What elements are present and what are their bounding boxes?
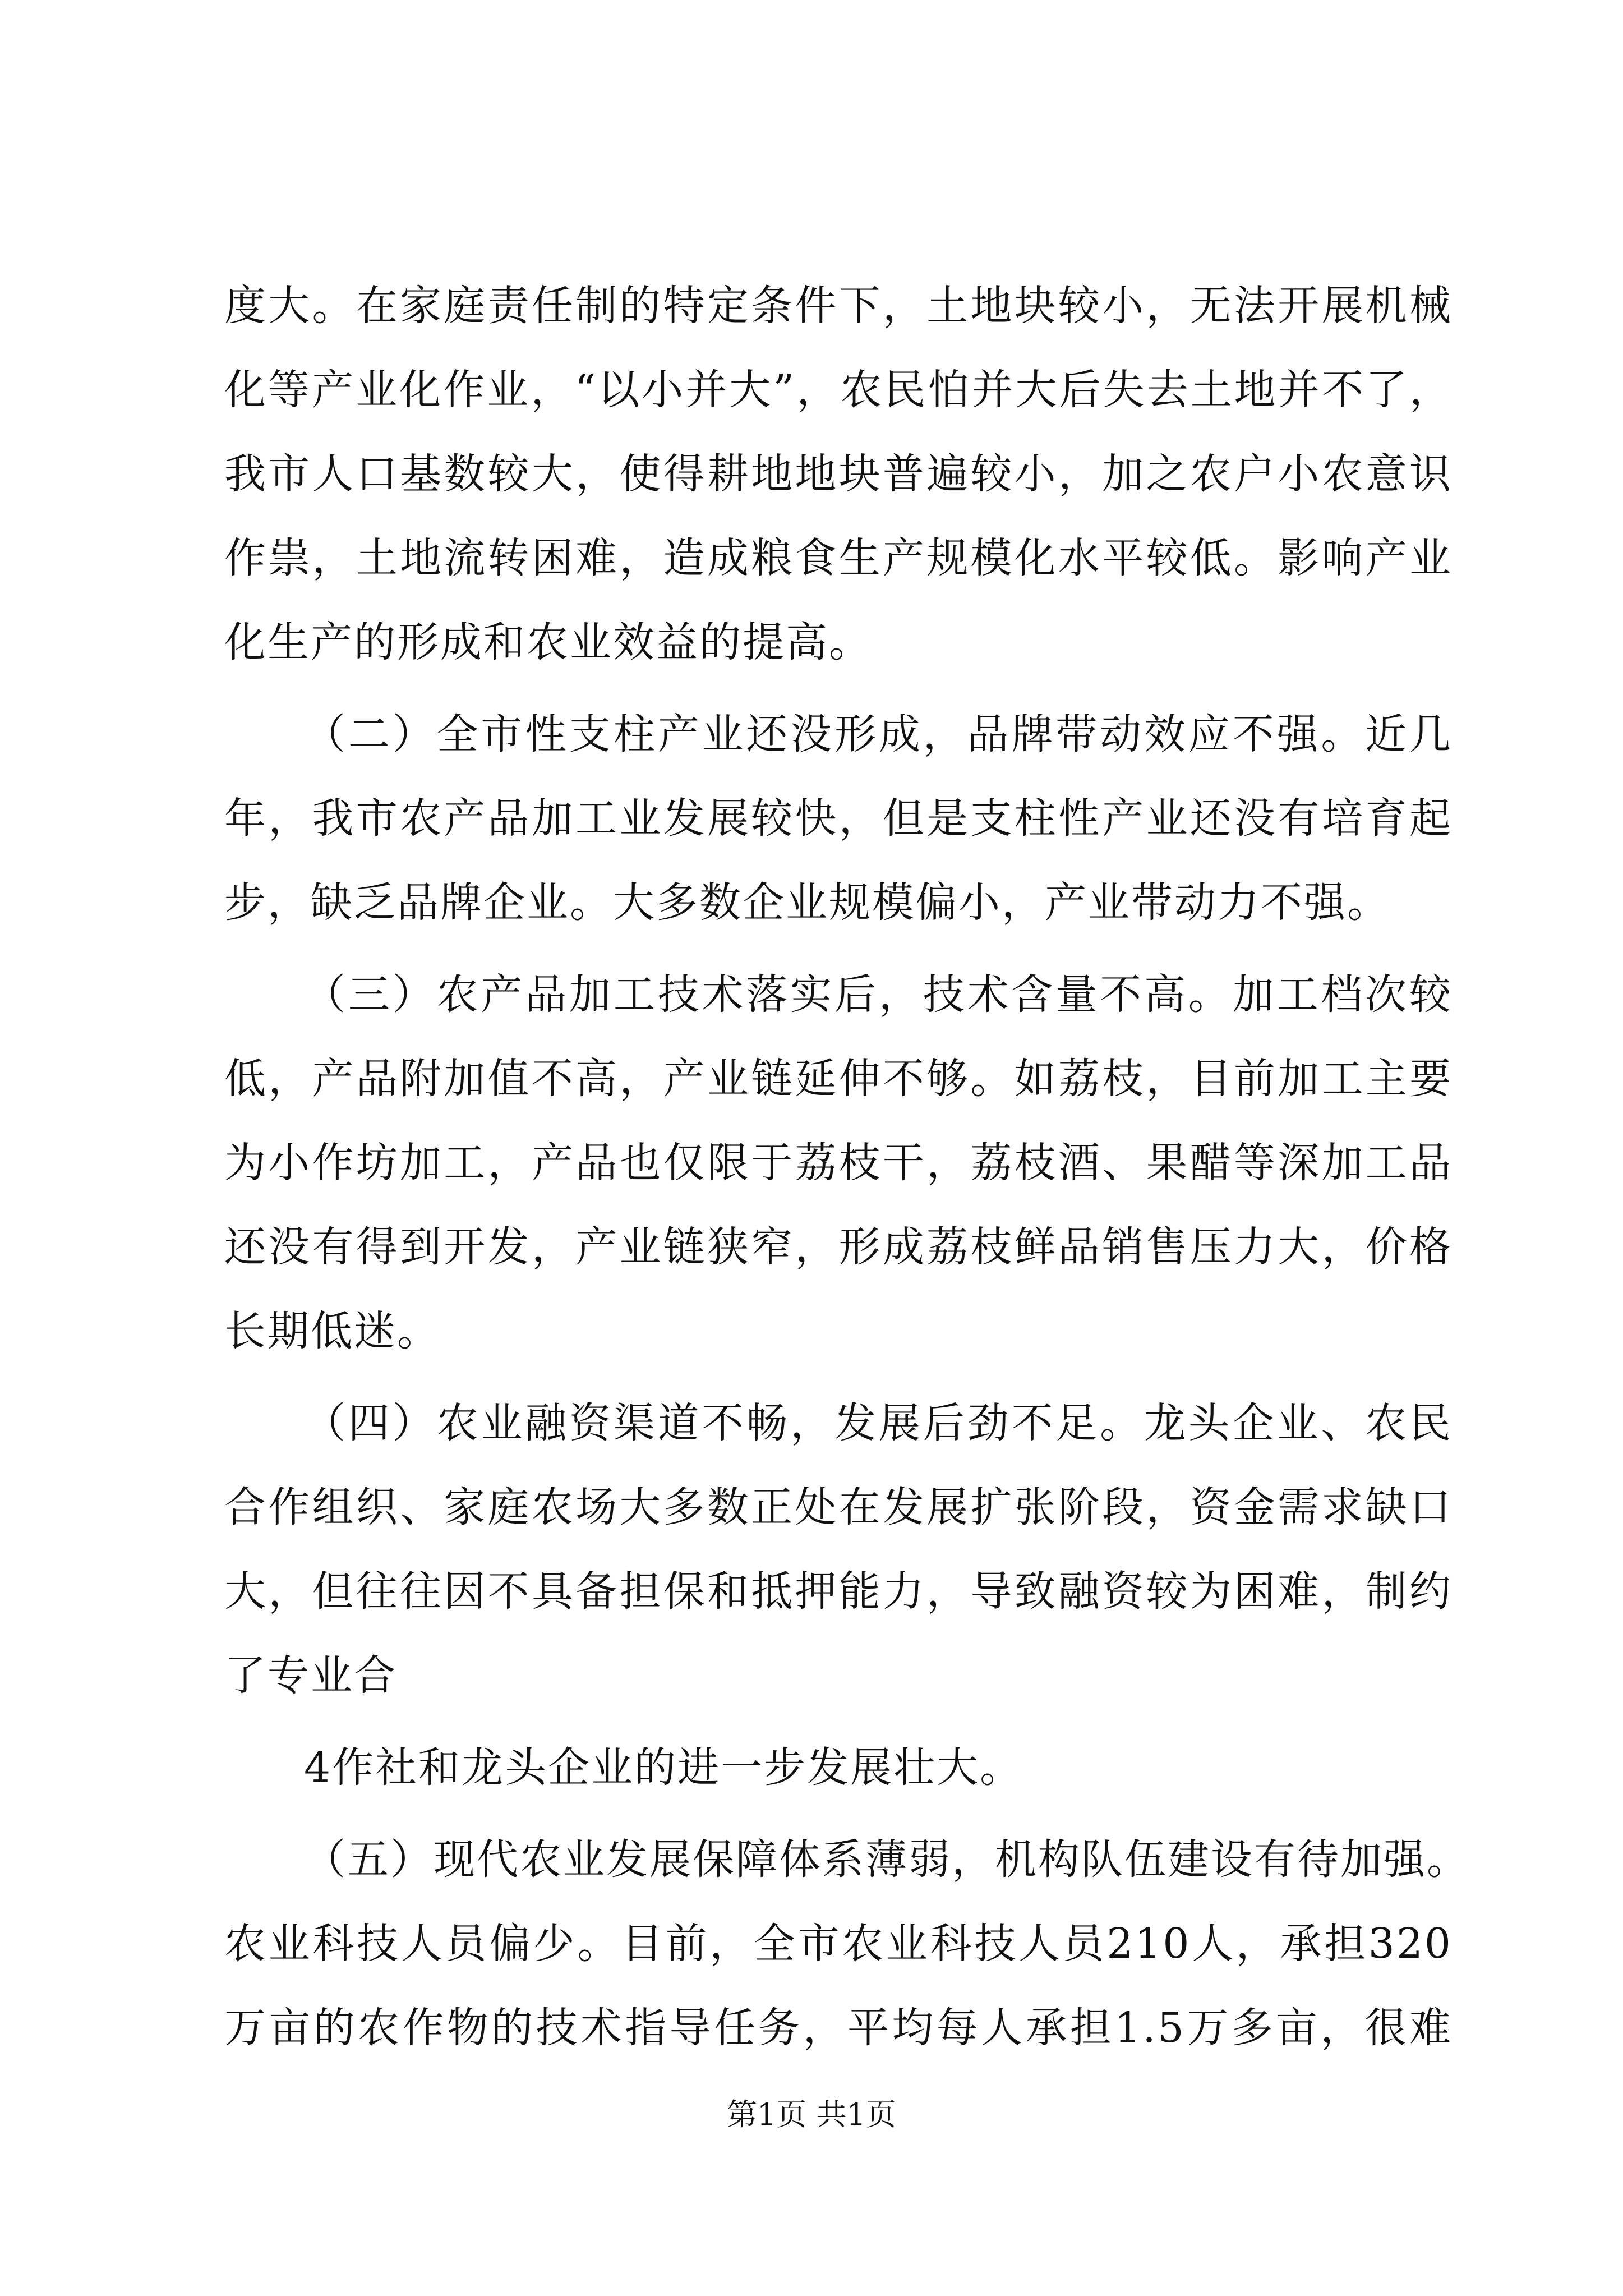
text-line: （五）现代农业发展保障体系薄弱，机构队伍建设有待加强。 bbox=[304, 1835, 1470, 1884]
text-line: （二）全市性支柱产业还没形成，品牌带动效应不强。近几 bbox=[304, 710, 1453, 758]
text-line: 4作社和龙头企业的进一步发展壮大。 bbox=[304, 1743, 1023, 1792]
body-text bbox=[224, 264, 1470, 2070]
text-line: （四）农业融资渠道不畅，发展后劲不足。龙头企业、农民 bbox=[304, 1399, 1453, 1447]
text-line: 作祟，土地流转困难，造成粮食生产规模化水平较低。影响产业 bbox=[224, 534, 1453, 582]
text-line: （三）农产品加工技术落实后，技术含量不高。加工档次较 bbox=[304, 970, 1453, 1019]
text-line: 万亩的农作物的技术指导任务，平均每人承担1.5万多亩，很难 bbox=[224, 2004, 1453, 2052]
text-line: 化等产业化作业，“以小并大”，农民怕并大后失去土地并不了， bbox=[224, 366, 1453, 414]
page-number-footer: 第1页 共1页 bbox=[727, 2097, 896, 2132]
text-line: 大，但往往因不具备担保和抵押能力，导致融资较为困难，制约 bbox=[224, 1567, 1453, 1616]
text-line: 化生产的形成和农业效益的提高。 bbox=[224, 618, 872, 666]
text-line: 度大。在家庭责任制的特定条件下，土地块较小，无法开展机械 bbox=[224, 282, 1453, 330]
text-line: 为小作坊加工，产品也仅限于荔枝干，荔枝酒、果醋等深加工品 bbox=[224, 1139, 1453, 1187]
text-line: 年，我市农产品加工业发展较快，但是支柱性产业还没有培育起 bbox=[224, 794, 1453, 843]
text-line: 合作组织、家庭农场大多数正处在发展扩张阶段，资金需求缺口 bbox=[224, 1483, 1453, 1531]
text-line: 我市人口基数较大，使得耕地地块普遍较小，加之农户小农意识 bbox=[224, 450, 1453, 498]
text-line: 低，产品附加值不高，产业链延伸不够。如荔枝，目前加工主要 bbox=[224, 1055, 1453, 1103]
text-line: 还没有得到开发，产业链狭窄，形成荔枝鲜品销售压力大，价格 bbox=[224, 1223, 1453, 1271]
text-line: 步，缺乏品牌企业。大多数企业规模偏小，产业带动力不强。 bbox=[224, 878, 1390, 927]
text-line: 农业科技人员偏少。目前，全市农业科技人员210人，承担320 bbox=[224, 1920, 1453, 1968]
text-line: 了专业合 bbox=[224, 1651, 397, 1700]
text-line: 长期低迷。 bbox=[224, 1307, 440, 1355]
